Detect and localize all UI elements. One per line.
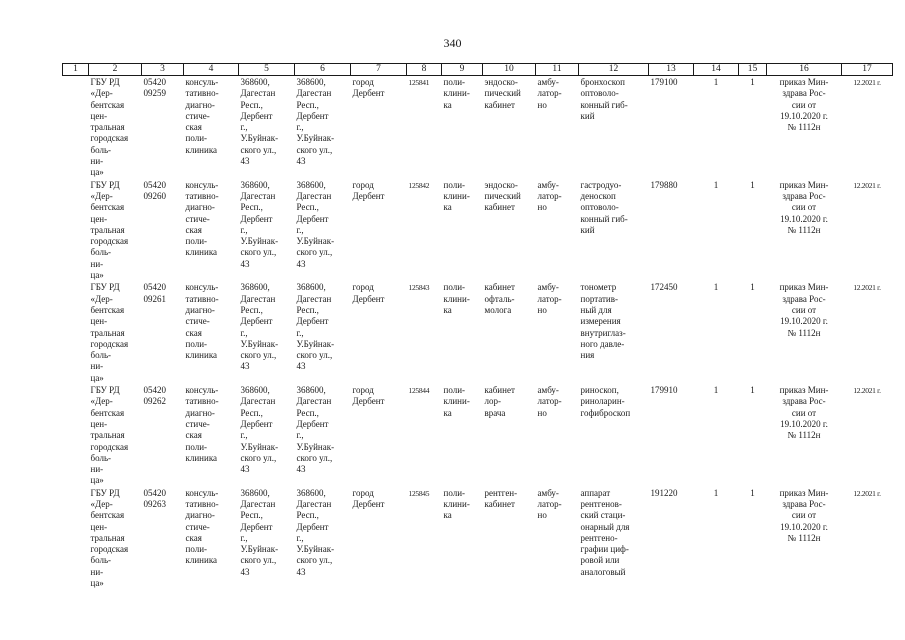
order-cell: приказ Мин- здрава Рос- сии от 19.10.2020 г. № 1112н	[779, 282, 829, 338]
date-cell: 12.2021 г.	[853, 180, 881, 190]
equipment-cell: тонометр портатив- ный для измерения внутриглаз- ного давле- ния	[580, 282, 626, 361]
column-number: 9	[442, 64, 483, 76]
price-cell: 179880	[650, 179, 678, 190]
address-cell: 368600, Дагестан Респ., Дербент г., У.Буйнак- ского ул., 43	[296, 179, 335, 269]
row-number-cell	[63, 487, 89, 590]
column-number: 11	[536, 64, 579, 76]
organization-cell: ГБУ РД «Дер- бентская цен- тральная городская боль- ни- ца»	[90, 282, 129, 383]
quantity-cell: 1	[713, 282, 719, 293]
code-cell: 05420 09263	[143, 487, 166, 509]
table-row	[63, 281, 893, 384]
column-number: 4	[184, 64, 239, 76]
quantity-cell: 1	[713, 385, 719, 396]
code-cell: 05420 09259	[143, 77, 166, 99]
department-cell: консуль- тативно- диагно- стиче- ская поли- клиника	[185, 385, 219, 463]
address-cell: 368600, Дагестан Респ., Дербент г., У.Буйнак- ского ул., 43	[240, 77, 279, 167]
column-number: 6	[295, 64, 351, 76]
address-cell: 368600, Дагестан Респ., Дербент г., У.Буйнак- ского ул., 43	[240, 282, 279, 372]
registry-table-sheet	[62, 63, 892, 589]
column-number: 17	[842, 64, 893, 76]
room-cell: рентген- кабинет	[484, 487, 518, 509]
address-cell: 368600, Дагестан Респ., Дербент г., У.Буйнак- ского ул., 43	[296, 487, 335, 577]
address-cell: 368600, Дагестан Респ., Дербент г., У.Буйнак- ского ул., 43	[296, 385, 335, 475]
price-cell: 179910	[650, 385, 678, 396]
equipment-cell: риноскоп, риноларин- гофиброскоп	[580, 385, 631, 418]
address-cell: 368600, Дагестан Респ., Дербент г., У.Буйнак- ского ул., 43	[240, 385, 279, 475]
facility-type-cell: поли- клини- ка	[443, 77, 470, 110]
order-cell: приказ Мин- здрава Рос- сии от 19.10.2020 г. № 1112н	[779, 385, 829, 441]
registry-table	[62, 63, 893, 589]
row-number-cell	[63, 384, 89, 487]
department-cell: консуль- тативно- диагно- стиче- ская поли- клиника	[185, 282, 219, 361]
date-cell: 12.2021 г.	[853, 78, 881, 87]
organization-cell: ГБУ РД «Дер- бентская цен- тральная городская боль- ни- ца»	[90, 77, 129, 178]
price-cell: 191220	[650, 487, 678, 498]
code-cell: 05420 09262	[143, 385, 166, 407]
city-cell: город Дербент	[352, 282, 385, 304]
department-cell: консуль- тативно- диагно- стиче- ская поли- клиника	[185, 179, 219, 258]
quantity-cell: 1	[750, 179, 755, 190]
quantity-cell: 1	[750, 282, 755, 293]
quantity-cell: 1	[750, 77, 755, 87]
facility-type-cell: поли- клини- ка	[443, 282, 470, 315]
page-number: 340	[443, 36, 462, 50]
facility-type-cell: поли- клини- ка	[443, 487, 470, 521]
order-cell: приказ Мин- здрава Рос- сии от 19.10.2020 г. № 1112н	[779, 77, 829, 133]
column-number: 1	[63, 64, 89, 76]
quantity-cell: 1	[750, 487, 755, 498]
mode-cell: амбу- латор- но	[537, 179, 562, 213]
room-cell: кабинет офталь- молога	[484, 282, 515, 315]
table-row	[63, 179, 893, 282]
quantity-cell: 1	[750, 385, 755, 396]
column-number-row	[63, 64, 893, 76]
department-cell: консуль- тативно- диагно- стиче- ская поли- клиника	[185, 77, 219, 155]
code-cell: 05420 09261	[143, 282, 166, 304]
city-cell: город Дербент	[352, 487, 385, 509]
column-number: 10	[483, 64, 536, 76]
address-cell: 368600, Дагестан Респ., Дербент г., У.Буйнак- ского ул., 43	[240, 179, 279, 269]
room-cell: кабинет лор- врача	[484, 385, 515, 418]
price-cell: 179100	[650, 77, 678, 87]
city-cell: город Дербент	[352, 385, 385, 407]
date-cell: 12.2021 г.	[853, 283, 881, 293]
equipment-cell: гастродуо- деноскоп оптоволо- конный гиб- кий	[580, 179, 628, 235]
quantity-cell: 1	[713, 77, 719, 87]
quantity-cell: 1	[713, 179, 719, 190]
city-cell: город Дербент	[352, 77, 385, 99]
price-cell: 172450	[650, 282, 678, 293]
code-cell: 05420 09260	[143, 179, 166, 201]
organization-cell: ГБУ РД «Дер- бентская цен- тральная городская боль- ни- ца»	[90, 385, 129, 486]
order-cell: приказ Мин- здрава Рос- сии от 19.10.2020 г. № 1112н	[779, 487, 829, 543]
table-row	[63, 76, 893, 179]
department-cell: консуль- тативно- диагно- стиче- ская поли- клиника	[185, 487, 219, 566]
row-number-cell	[63, 76, 89, 179]
equipment-cell: бронхоскоп оптоволо- конный гиб- кий	[580, 77, 628, 121]
address-cell: 368600, Дагестан Респ., Дербент г., У.Буйнак- ского ул., 43	[296, 282, 335, 372]
column-number: 16	[767, 64, 842, 76]
row-number-cell	[63, 179, 89, 282]
id-cell: 125844	[408, 386, 430, 396]
date-cell: 12.2021 г.	[853, 386, 881, 396]
column-number: 15	[739, 64, 767, 76]
mode-cell: амбу- латор- но	[537, 77, 562, 110]
id-cell: 125841	[408, 78, 430, 87]
row-number-cell	[63, 281, 89, 384]
city-cell: город Дербент	[352, 179, 385, 201]
date-cell: 12.2021 г.	[853, 488, 881, 498]
id-cell: 125845	[408, 488, 430, 498]
mode-cell: амбу- латор- но	[537, 282, 562, 315]
id-cell: 125842	[408, 180, 430, 190]
column-number: 12	[579, 64, 649, 76]
facility-type-cell: поли- клини- ка	[443, 385, 470, 418]
table-row	[63, 384, 893, 487]
facility-type-cell: поли- клини- ка	[443, 179, 470, 213]
table-row	[63, 487, 893, 590]
mode-cell: амбу- латор- но	[537, 385, 562, 418]
address-cell: 368600, Дагестан Респ., Дербент г., У.Буйнак- ского ул., 43	[296, 77, 335, 167]
column-number: 5	[239, 64, 295, 76]
column-number: 3	[142, 64, 184, 76]
room-cell: эндоско- пический кабинет	[484, 77, 521, 110]
address-cell: 368600, Дагестан Респ., Дербент г., У.Буйнак- ского ул., 43	[240, 487, 279, 577]
column-number: 7	[351, 64, 407, 76]
id-cell: 125843	[408, 283, 430, 293]
mode-cell: амбу- латор- но	[537, 487, 562, 521]
column-number: 14	[694, 64, 739, 76]
column-number: 13	[649, 64, 694, 76]
organization-cell: ГБУ РД «Дер- бентская цен- тральная городская боль- ни- ца»	[90, 179, 129, 281]
order-cell: приказ Мин- здрава Рос- сии от 19.10.2020 г. № 1112н	[779, 179, 829, 235]
column-number: 2	[89, 64, 142, 76]
room-cell: эндоско- пический кабинет	[484, 179, 521, 213]
column-number: 8	[407, 64, 442, 76]
equipment-cell: аппарат рентгенов- ский стаци- онарный для рентгено- графии циф- ровой или аналоговый	[580, 487, 630, 577]
quantity-cell: 1	[713, 487, 719, 498]
organization-cell: ГБУ РД «Дер- бентская цен- тральная городская боль- ни- ца»	[90, 487, 129, 589]
